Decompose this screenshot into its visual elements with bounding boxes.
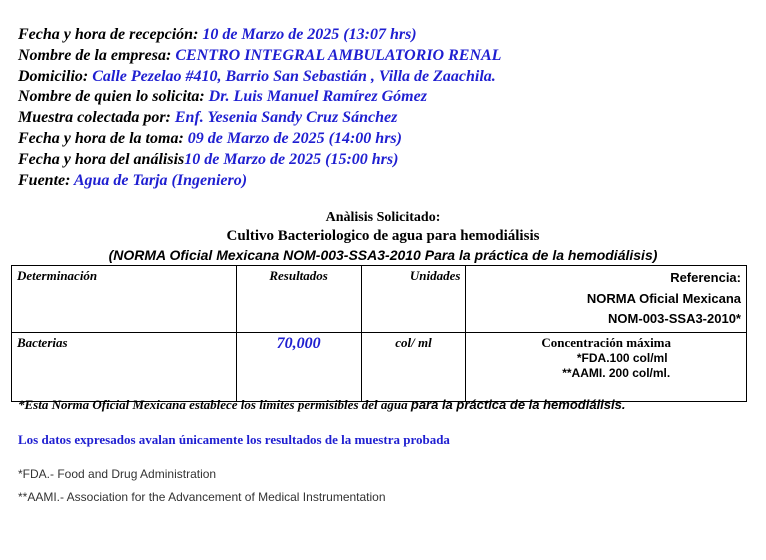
- table-row: [12, 332, 747, 401]
- conc-title: Concentración máxima: [541, 334, 672, 350]
- aami-definition: **AAMI.- Association for the Advancement of Medical Instrumentation: [18, 490, 386, 504]
- source-line: Fuente: Agua de Tarja (Ingeniero): [18, 171, 248, 189]
- row-determinacion: Bacterias: [12, 332, 237, 401]
- collector-line: Muestra colectada por: Enf. Yesenia Sandy Cruz Sánchez: [18, 109, 398, 127]
- analysis-date-line: Fecha y hora del análisis10 de Marzo de 2025 (15:00 hrs): [18, 150, 399, 168]
- conc-fda: *FDA.100 col/ml: [576, 350, 668, 365]
- analysis-norm: (NORMA Oficial Mexicana NOM-003-SSA3-2010 Para la práctica de la hemodiálisis): [108, 247, 658, 263]
- header-resultados: Resultados: [236, 266, 361, 333]
- company-line: Nombre de la empresa: CENTRO INTEGRAL AMBULATORIO RENAL: [18, 46, 502, 64]
- table-header-row: [12, 266, 747, 333]
- fda-definition: *FDA.- Food and Drug Administration: [18, 467, 217, 481]
- referencia-label: Referencia:: [670, 270, 741, 285]
- header-determinacion: Determinación: [12, 266, 237, 333]
- norma-note: *Esta Norma Oficial Mexicana establece los límites permisibles del agua para la práctica de la hemodiálisis.: [18, 397, 626, 412]
- sampling-date-line: Fecha y hora de la toma: 09 de Marzo de 2025 (14:00 hrs): [18, 129, 402, 147]
- referencia-norm: NORMA Oficial Mexicana: [586, 290, 741, 306]
- sample-info: [18, 25, 501, 191]
- row-resultado: 70,000: [236, 332, 361, 401]
- analysis-title: Anàlisis Solicitado:: [325, 210, 441, 225]
- reception-date-line: Fecha y hora de recepción: 10 de Marzo de 2025 (13:07 hrs): [18, 26, 417, 43]
- conc-aami: **AAMI. 200 col/ml.: [562, 365, 671, 380]
- referencia-code: NOM-003-SSA3-2010*: [608, 311, 741, 326]
- row-concentracion: [466, 332, 747, 401]
- address-line: Domicilio: Calle Pezelao #410, Barrio San Sebastián , Villa de Zaachila.: [18, 67, 496, 85]
- requester-line: Nombre de quien lo solicita: Dr. Luis Manuel Ramírez Gómez: [18, 88, 427, 106]
- data-disclaimer: Los datos expresados avalan únicamente los resultados de la muestra probada: [18, 432, 450, 447]
- header-referencia: [466, 266, 747, 333]
- header-unidades: Unidades: [361, 266, 466, 333]
- row-unidades: col/ ml: [361, 332, 466, 401]
- analysis-subtitle: Cultivo Bacteriologico de agua para hemodiálisis: [226, 228, 540, 244]
- results-table: [11, 265, 747, 402]
